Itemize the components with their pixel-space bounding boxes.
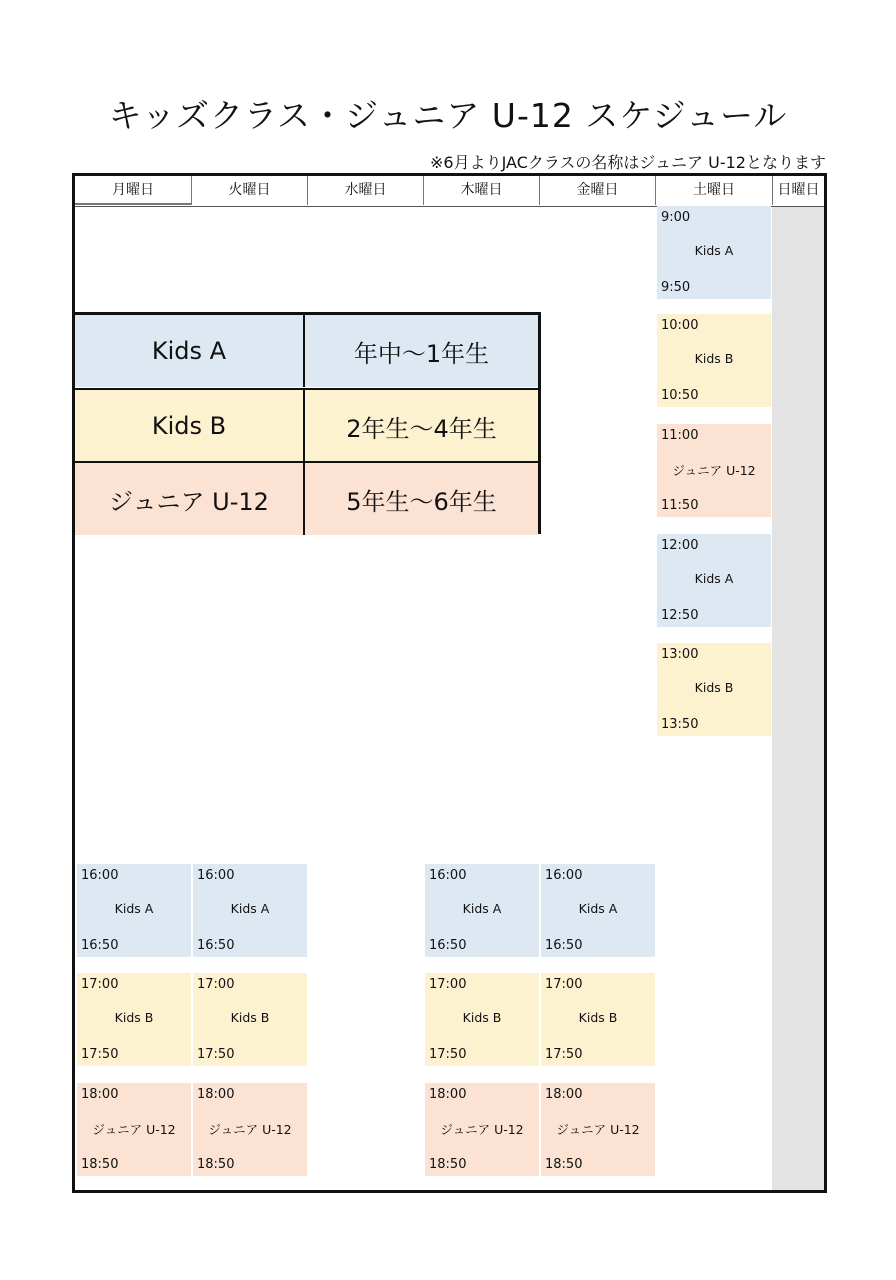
start-time: 10:00: [661, 318, 699, 333]
class-name: Kids A: [694, 571, 734, 586]
class-name: Kids B: [694, 680, 734, 695]
start-time: 16:00: [81, 868, 119, 883]
start-time: 17:00: [545, 977, 583, 992]
schedule-table: [72, 173, 827, 1193]
start-time: 18:00: [197, 1087, 235, 1102]
class-block: [425, 864, 539, 957]
class-block: [193, 973, 307, 1066]
day-thursday: 木曜日: [423, 176, 539, 205]
end-time: 10:50: [661, 388, 699, 403]
start-time: 11:00: [661, 428, 699, 443]
class-block: [193, 864, 307, 957]
start-time: 18:00: [81, 1087, 119, 1102]
legend-row-kids-b: [75, 388, 538, 462]
end-time: 17:50: [81, 1047, 119, 1062]
class-block: [77, 973, 191, 1066]
start-time: 16:00: [429, 868, 467, 883]
class-name: Kids A: [114, 901, 154, 916]
day-wednesday: 水曜日: [307, 176, 423, 205]
class-block: [657, 643, 771, 736]
day-friday: 金曜日: [539, 176, 655, 205]
class-name: ジュニア U-12: [440, 1122, 524, 1137]
day-sunday: 日曜日: [772, 176, 824, 205]
end-time: 16:50: [81, 938, 119, 953]
start-time: 9:00: [661, 210, 691, 225]
class-name: Kids B: [462, 1010, 502, 1025]
end-time: 18:50: [81, 1157, 119, 1172]
start-time: 17:00: [197, 977, 235, 992]
day-monday: 月曜日: [75, 176, 191, 205]
class-name: Kids B: [694, 351, 734, 366]
class-name: ジュニア U-12: [556, 1122, 640, 1137]
class-block: [193, 1083, 307, 1176]
start-time: 16:00: [545, 868, 583, 883]
legend-grade: 2年生〜4年生: [346, 414, 497, 443]
class-block: [657, 534, 771, 627]
sunday-column: [772, 206, 824, 1193]
end-time: 18:50: [197, 1157, 235, 1172]
end-time: 17:50: [429, 1047, 467, 1062]
legend-class-name: Kids A: [75, 315, 305, 387]
class-name: Kids B: [578, 1010, 618, 1025]
start-time: 12:00: [661, 538, 699, 553]
legend-row-kids-a: [75, 315, 538, 387]
class-block: [541, 864, 655, 957]
class-block: [541, 1083, 655, 1176]
start-time: 18:00: [429, 1087, 467, 1102]
legend-row-junior-u12: [75, 461, 538, 535]
class-name: ジュニア U-12: [672, 463, 756, 478]
class-block: [657, 314, 771, 407]
page-title: キッズクラス・ジュニア U-12 スケジュール: [108, 96, 788, 135]
legend-class-name: ジュニア U-12: [75, 463, 305, 535]
start-time: 13:00: [661, 647, 699, 662]
class-block: [77, 864, 191, 957]
class-legend: [75, 312, 541, 534]
legend-class-name: Kids B: [75, 390, 305, 462]
class-name: Kids A: [462, 901, 502, 916]
day-tuesday: 火曜日: [191, 176, 307, 205]
legend-grade: 5年生〜6年生: [346, 487, 497, 516]
end-time: 9:50: [661, 280, 691, 295]
class-block: [657, 424, 771, 517]
end-time: 17:50: [545, 1047, 583, 1062]
class-block: [425, 973, 539, 1066]
class-name: Kids A: [578, 901, 618, 916]
class-name: Kids A: [694, 243, 734, 258]
end-time: 16:50: [429, 938, 467, 953]
end-time: 16:50: [545, 938, 583, 953]
class-block: [425, 1083, 539, 1176]
class-name: Kids B: [114, 1010, 154, 1025]
end-time: 18:50: [545, 1157, 583, 1172]
legend-grade: 年中〜1年生: [353, 339, 490, 368]
class-block: [657, 206, 771, 299]
end-time: 12:50: [661, 608, 699, 623]
end-time: 18:50: [429, 1157, 467, 1172]
start-time: 18:00: [545, 1087, 583, 1102]
start-time: 16:00: [197, 868, 235, 883]
day-saturday: 土曜日: [655, 176, 772, 205]
class-name: Kids B: [230, 1010, 270, 1025]
class-name: ジュニア U-12: [208, 1122, 292, 1137]
class-block: [541, 973, 655, 1066]
start-time: 17:00: [81, 977, 119, 992]
rename-note: ※6月よりJACクラスの名称はジュニア U-12となります: [430, 153, 826, 172]
class-name: ジュニア U-12: [92, 1122, 176, 1137]
end-time: 17:50: [197, 1047, 235, 1062]
end-time: 11:50: [661, 498, 699, 513]
class-name: Kids A: [230, 901, 270, 916]
end-time: 13:50: [661, 717, 699, 732]
day-header-row: [75, 176, 824, 207]
start-time: 17:00: [429, 977, 467, 992]
class-block: [77, 1083, 191, 1176]
end-time: 16:50: [197, 938, 235, 953]
